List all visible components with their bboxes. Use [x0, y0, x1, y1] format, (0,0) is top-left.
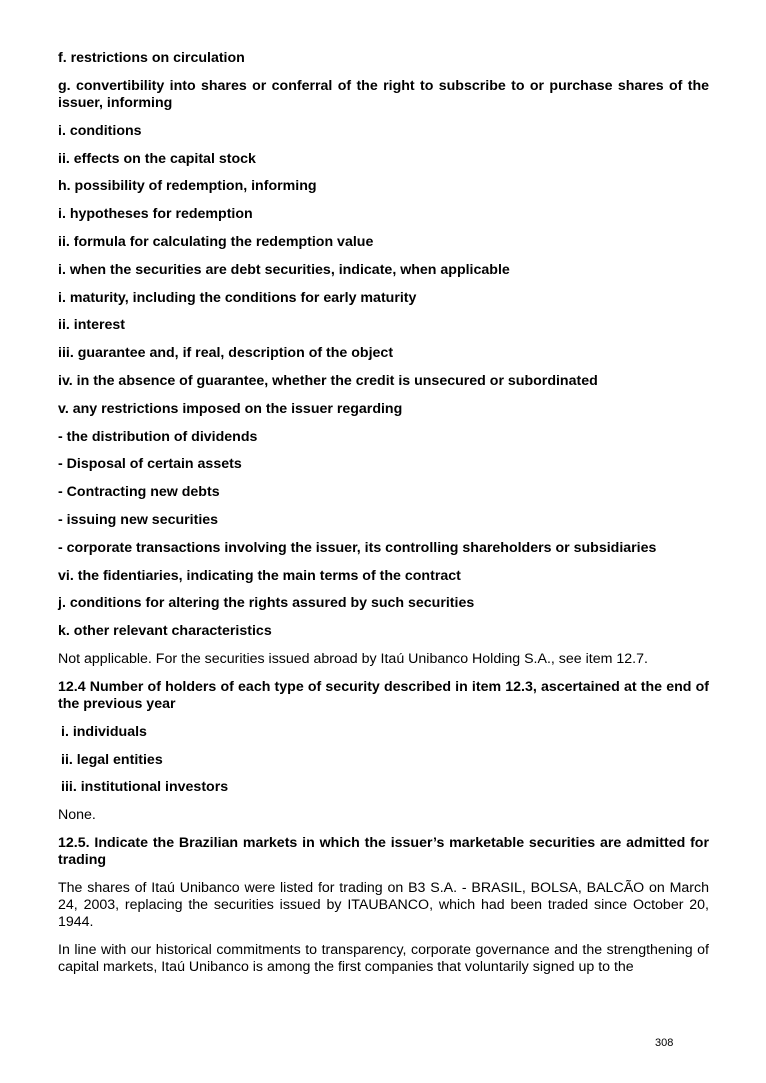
item-g-ii-effects-on-capital-stock: ii. effects on the capital stock [58, 150, 256, 167]
item-i-ii-interest: ii. interest [58, 317, 126, 334]
not-applicable-statement: Not applicable. For the securities issued abroad by Itaú Unibanco Holding S.A., see item 12.7. [58, 650, 648, 667]
item-i-v-restrictions-on-issuer: v. any restrictions imposed on the issuer regarding [58, 400, 403, 417]
restriction-contracting-new-debts: - Contracting new debts [58, 484, 220, 501]
item-i-iii-guarantee: iii. guarantee and, if real, description of the object [58, 345, 394, 362]
restriction-disposal-of-assets: - Disposal of certain assets [58, 456, 242, 473]
item-k-other-characteristics: k. other relevant characteristics [58, 623, 272, 640]
item-h-ii-redemption-formula: ii. formula for calculating the redemption value [58, 233, 374, 250]
page-number: 308 [655, 1037, 674, 1049]
section-12-5-paragraph-1: The shares of Itaú Unibanco were listed for trading on B3 S.A. - BRASIL, BOLSA, BALCÃO on March 24, 2003, replacing the securities issued by ITAUBANCO, which had been traded since October 20, 1944. [58, 879, 709, 931]
item-g-i-conditions: i. conditions [58, 122, 142, 139]
restriction-corporate-transactions: - corporate transactions involving the issuer, its controlling shareholders or subsidiaries [58, 539, 657, 556]
item-f-restrictions-on-circulation: f. restrictions on circulation [58, 50, 245, 66]
holders-individuals: i. individuals [61, 723, 147, 740]
section-12-5-paragraph-2: In line with our historical commitments to transparency, corporate governance and the strengthening of capital markets, Itaú Unibanco is among the first companies that voluntarily signed up to the [58, 942, 709, 976]
section-12-5-heading: 12.5. Indicate the Brazilian markets in which the issuer’s marketable securities are admitted for trading [58, 834, 709, 869]
restriction-issuing-new-securities: - issuing new securities [58, 511, 219, 528]
item-h-i-hypotheses-for-redemption: i. hypotheses for redemption [58, 206, 253, 223]
document-page [58, 50, 709, 987]
item-i-vi-fiduciaries: vi. the fidentiaries, indicating the main terms of the contract [58, 567, 461, 584]
item-j-conditions-for-altering-rights: j. conditions for altering the rights assured by such securities [58, 595, 475, 612]
section-12-4-heading: 12.4 Number of holders of each type of security described in item 12.3, ascertained at the end of the previous year [58, 678, 709, 712]
item-i-i-maturity: i. maturity, including the conditions for early maturity [58, 289, 417, 306]
item-g-convertibility: g. convertibility into shares or conferral of the right to subscribe to or purchase shares of the issuer, informing [58, 77, 709, 111]
holders-legal-entities: ii. legal entities [61, 751, 163, 768]
item-i-debt-securities: i. when the securities are debt securities, indicate, when applicable [58, 261, 510, 278]
item-i-iv-absence-of-guarantee: iv. in the absence of guarantee, whether the credit is unsecured or subordinated [58, 372, 598, 389]
holders-institutional-investors: iii. institutional investors [61, 779, 229, 796]
item-h-possibility-of-redemption: h. possibility of redemption, informing [58, 178, 317, 195]
section-12-4-answer: None. [58, 807, 96, 824]
restriction-distribution-of-dividends: - the distribution of dividends [58, 428, 258, 445]
